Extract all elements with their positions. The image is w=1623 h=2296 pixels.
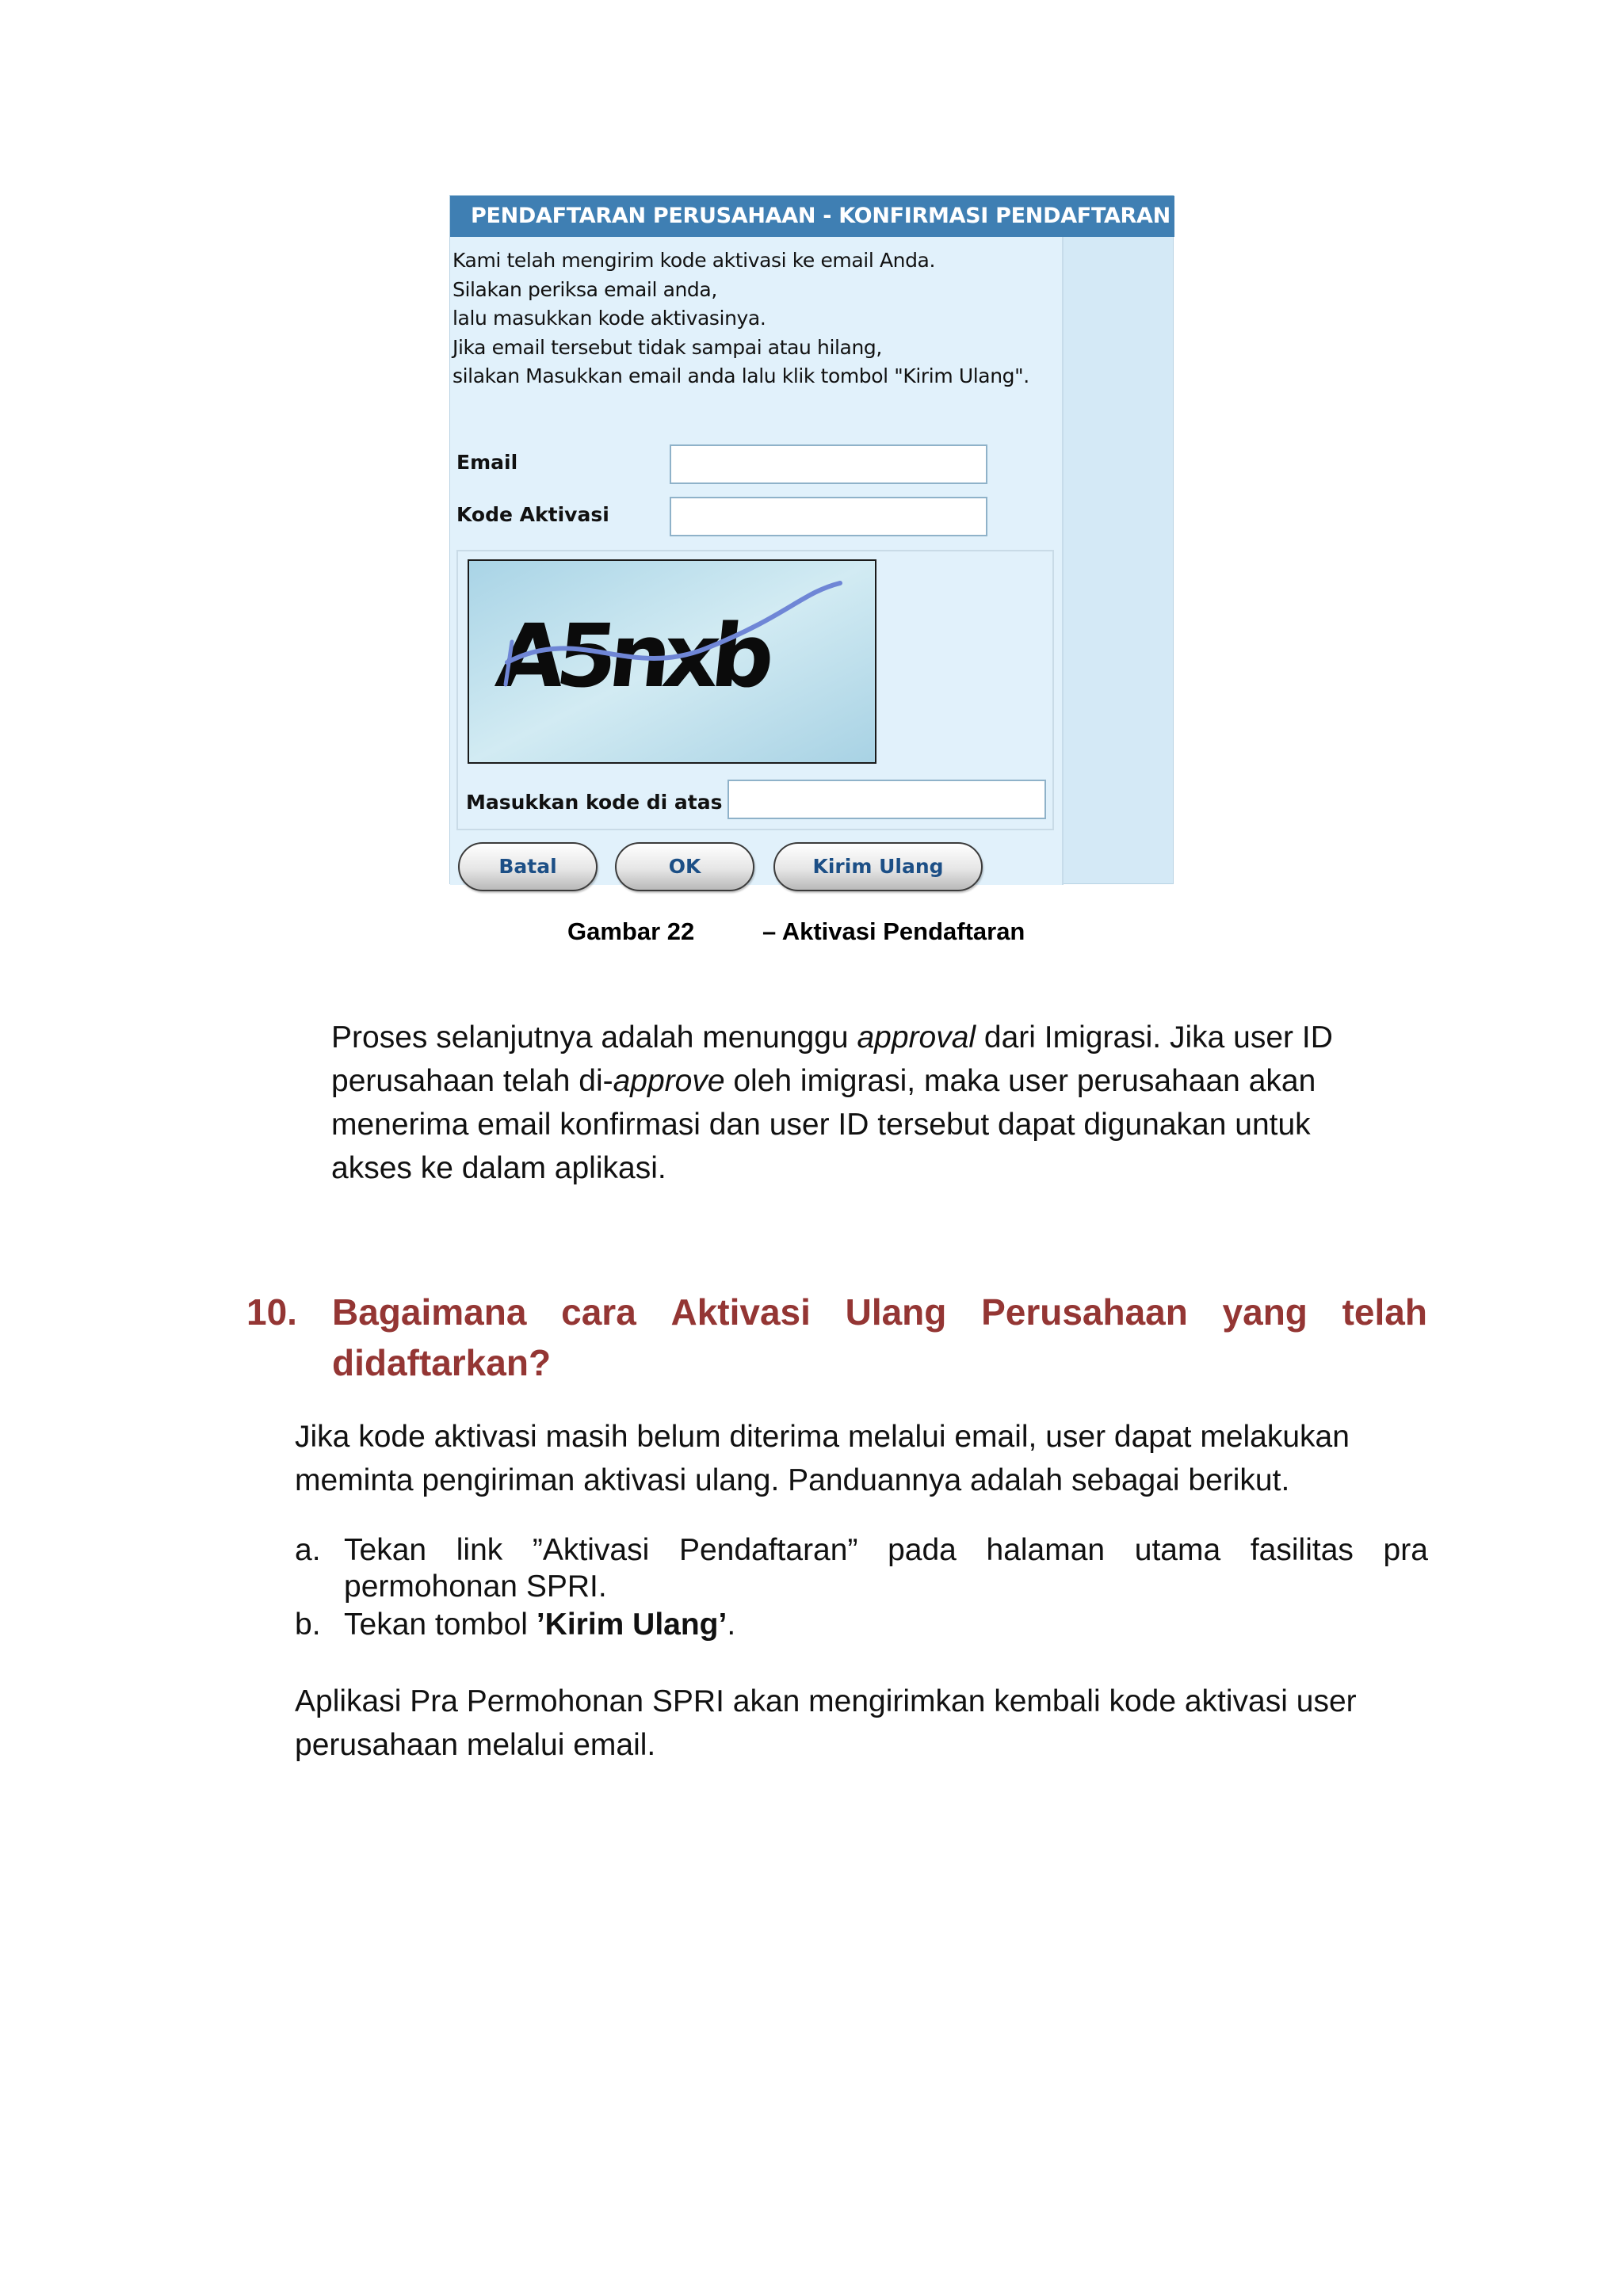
- message-line: Silakan periksa email anda,: [453, 277, 717, 301]
- step-a-line2: permohonan SPRI.: [344, 1569, 607, 1604]
- form-header: PENDAFTARAN PERUSAHAAN - KONFIRMASI PENDAFTARAN: [450, 196, 1174, 237]
- screenshot-figure: [449, 195, 1174, 884]
- paragraph-line: [331, 1059, 1333, 1103]
- title-word: Aktivasi: [670, 1291, 811, 1333]
- captcha-text: A5nxb: [491, 606, 772, 707]
- step-word: pada: [888, 1533, 957, 1567]
- text-span: dari Imigrasi. Jika user ID: [976, 1020, 1333, 1055]
- title-word: Bagaimana: [332, 1291, 527, 1333]
- message-line: Jika email tersebut tidak sampai atau hilang,: [453, 335, 882, 359]
- text-span: .: [727, 1608, 736, 1642]
- title-word: Perusahaan: [981, 1291, 1188, 1333]
- text-span: perusahaan telah di-: [331, 1064, 613, 1098]
- list-marker: a.: [295, 1533, 321, 1567]
- email-label: Email: [456, 451, 518, 474]
- title-word: Ulang: [845, 1291, 947, 1333]
- step-word: ”Aktivasi: [532, 1533, 650, 1567]
- list-marker: b.: [295, 1608, 321, 1642]
- text-span: Proses selanjutnya adalah menunggu: [331, 1020, 857, 1055]
- paragraph-line: meminta pengiriman aktivasi ulang. Panduannya adalah sebagai berikut.: [295, 1463, 1290, 1497]
- step-word: utama: [1134, 1533, 1221, 1567]
- text-span: oleh imigrasi, maka user perusahaan akan: [724, 1064, 1316, 1098]
- paragraph-intro: [295, 1415, 1350, 1502]
- title-word: yang: [1222, 1291, 1308, 1333]
- message-line: silakan Masukkan email anda lalu klik tombol "Kirim Ulang".: [453, 364, 1029, 387]
- title-word: telah: [1342, 1291, 1427, 1333]
- activation-code-input[interactable]: [670, 497, 987, 536]
- paragraph-line: Aplikasi Pra Permohonan SPRI akan mengirimkan kembali kode aktivasi user: [295, 1684, 1357, 1718]
- message-line: lalu masukkan kode aktivasinya.: [453, 307, 766, 330]
- batal-button[interactable]: Batal: [458, 842, 598, 891]
- paragraph-approval: [331, 1016, 1333, 1190]
- paragraph-line: [331, 1016, 1333, 1059]
- confirmation-message: [453, 246, 1063, 391]
- kirim-ulang-strong: ’Kirim Ulang’: [536, 1608, 727, 1642]
- step-word: Tekan: [344, 1533, 427, 1567]
- captcha-prompt-label: Masukkan kode di atas: [466, 791, 723, 814]
- section-title-line2: didaftarkan?: [332, 1342, 552, 1383]
- figure-caption-number: Gambar 22: [567, 917, 695, 945]
- message-line: Kami telah mengirim kode aktivasi ke email Anda.: [453, 249, 936, 272]
- email-input[interactable]: [670, 444, 987, 484]
- paragraph-line: perusahaan melalui email.: [295, 1728, 656, 1762]
- captcha-input[interactable]: [727, 780, 1046, 819]
- emphasis-approve: approve: [613, 1064, 725, 1098]
- paragraph-closing: [295, 1680, 1357, 1767]
- paragraph-line: menerima email konfirmasi dan user ID tersebut dapat digunakan untuk: [331, 1108, 1311, 1142]
- paragraph-line: akses ke dalam aplikasi.: [331, 1151, 666, 1185]
- step-word: link: [456, 1533, 503, 1567]
- paragraph-line: Jika kode aktivasi masih belum diterima melalui email, user dapat melakukan: [295, 1420, 1350, 1454]
- figure-caption-title: – Aktivasi Pendaftaran: [762, 917, 1025, 945]
- captcha-section: [456, 550, 1054, 830]
- step-a-line1: [344, 1532, 1428, 1569]
- ok-button[interactable]: OK: [615, 842, 754, 891]
- step-word: Pendaftaran”: [678, 1533, 858, 1567]
- text-span: Tekan tombol: [344, 1608, 537, 1642]
- title-word: cara: [561, 1291, 636, 1333]
- activation-code-label: Kode Aktivasi: [456, 503, 609, 526]
- captcha-image: [468, 559, 876, 764]
- step-b-line: [344, 1607, 735, 1643]
- emphasis-approval: approval: [857, 1020, 976, 1055]
- captcha-graphic: [469, 561, 875, 762]
- section-title-line1: [332, 1287, 1427, 1337]
- step-word: pra: [1383, 1533, 1428, 1567]
- form-panel: [450, 237, 1064, 885]
- step-word: fasilitas: [1250, 1533, 1354, 1567]
- kirim-ulang-button[interactable]: Kirim Ulang: [773, 842, 983, 891]
- section-number: 10.: [246, 1291, 297, 1333]
- step-word: halaman: [986, 1533, 1106, 1567]
